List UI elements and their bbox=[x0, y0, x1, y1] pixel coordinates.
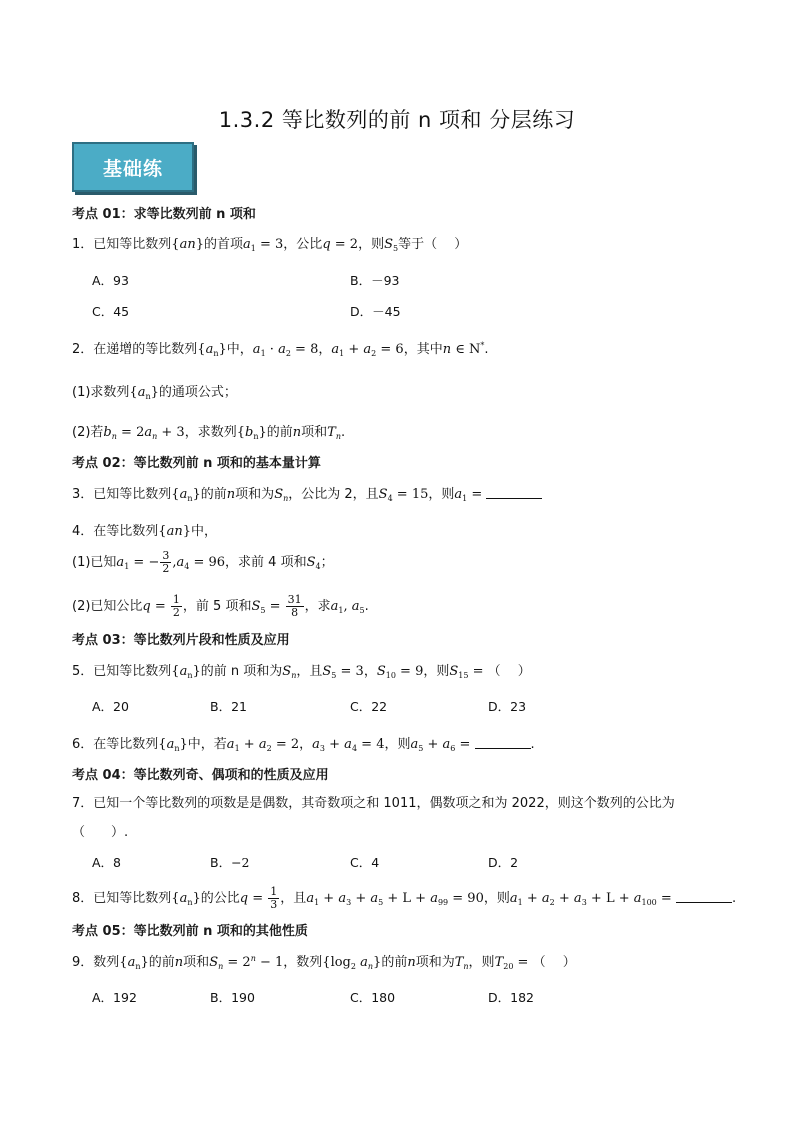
question-6: 6．在等比数列$\{a_n\}$中，若$a_1 + a_2 = 2$，$a_3 + a_4 = 4$，则$a_5 + a_6$ = . bbox=[72, 737, 535, 753]
q9-option-a[interactable]: A．192 bbox=[92, 990, 137, 1005]
section-heading-5: 考点 05：等比数列前 n 项和的其他性质 bbox=[72, 924, 308, 939]
q1-option-b[interactable]: B．－93 bbox=[350, 273, 400, 288]
question-2-part-2: (2)若$b_n = 2a_n + 3$，求数列$\{b_n\}$的前n项和$T_n$. bbox=[72, 425, 346, 441]
q1-option-c[interactable]: C．45 bbox=[92, 304, 130, 319]
q7-option-b[interactable]: B．−2 bbox=[210, 855, 250, 870]
question-4: 4．在等比数列{an}中， bbox=[72, 524, 217, 539]
question-4-part-1: (1)已知$a_1$ = − $\frac{3}{2}$ $,a_4 = 96$，求前 4 项和$S_4$； bbox=[72, 549, 334, 575]
q9-option-d[interactable]: D．182 bbox=[488, 990, 534, 1005]
question-7-line-2: （ ）. bbox=[72, 825, 129, 840]
section-badge: 基础练 bbox=[72, 142, 194, 192]
q5-option-c[interactable]: C．22 bbox=[350, 699, 388, 714]
question-8: 8．已知等比数列$\{a_n\}$的公比q = $\frac{1}{3}$ ，且$a_1 + a_3 + a_5 + L + a_{99} = 90$，则$a_1 + a_2 + a_3 + L + a_{100}$ = . bbox=[72, 885, 737, 911]
q7-option-c[interactable]: C．4 bbox=[350, 855, 380, 870]
q1-option-d[interactable]: D．－45 bbox=[350, 304, 401, 319]
question-9: 9．数列$\{a_n\}$的前n项和$S_n = 2^n - 1$，数列{$\log_2$ $a_n$}的前n项和为$T_n$，则$T_{20}$ = （ ） bbox=[72, 954, 576, 971]
page-title: 1.3.2 等比数列的前 n 项和 分层练习 bbox=[218, 108, 576, 132]
question-2-part-1: (1)求数列$\{a_n\}$的通项公式； bbox=[72, 385, 237, 401]
question-5: 5．已知等比数列$\{a_n\}$的前 n 项和为$S_n$，且$S_5 = 3$，$S_{10} = 9$，则$S_{15}$ = （ ） bbox=[72, 664, 531, 680]
q7-option-a[interactable]: A．8 bbox=[92, 855, 122, 870]
section-heading-4: 考点 04：等比数列奇、偶项和的性质及应用 bbox=[72, 768, 329, 783]
question-7: 7．已知一个等比数列的项数是是偶数，其奇数项之和 1011，偶数项之和为 2022，则这个数列的公比为 bbox=[72, 796, 675, 811]
question-1: 1．已知等比数列{an}的首项$a_1 = 3$，公比q = 2，则$S_5$等于（ ） bbox=[72, 237, 468, 253]
q9-option-c[interactable]: C．180 bbox=[350, 990, 396, 1005]
q9-option-b[interactable]: B．190 bbox=[210, 990, 255, 1005]
section-heading-1: 考点 01：求等比数列前 n 项和 bbox=[72, 207, 256, 222]
q5-option-d[interactable]: D．23 bbox=[488, 699, 527, 714]
q5-option-a[interactable]: A．20 bbox=[92, 699, 129, 714]
question-4-part-2: (2)已知公比q = $\frac{1}{2}$ ，前 5 项和$S_5$ = $\frac{31}{8}$ ，求$a_1$, $a_5$. bbox=[72, 593, 369, 619]
answer-blank[interactable] bbox=[486, 486, 542, 499]
answer-blank[interactable] bbox=[475, 736, 531, 749]
q1-option-a[interactable]: A．93 bbox=[92, 273, 129, 288]
question-2: 2．在递增的等比数列$\{a_n\}$中，$a_1 \cdot a_2 = 8$，$a_1 + a_2 = 6$，其中n ∈ N*. bbox=[72, 341, 489, 358]
q5-option-b[interactable]: B．21 bbox=[210, 699, 247, 714]
question-3: 3．已知等比数列$\{a_n\}$的前n项和为$S_n$，公比为 2，且$S_4 = 15$，则$a_1$ = bbox=[72, 483, 542, 503]
section-heading-2: 考点 02：等比数列前 n 项和的基本量计算 bbox=[72, 456, 321, 471]
q7-option-d[interactable]: D．2 bbox=[488, 855, 519, 870]
answer-blank[interactable] bbox=[676, 890, 732, 903]
section-heading-3: 考点 03：等比数列片段和性质及应用 bbox=[72, 633, 290, 648]
